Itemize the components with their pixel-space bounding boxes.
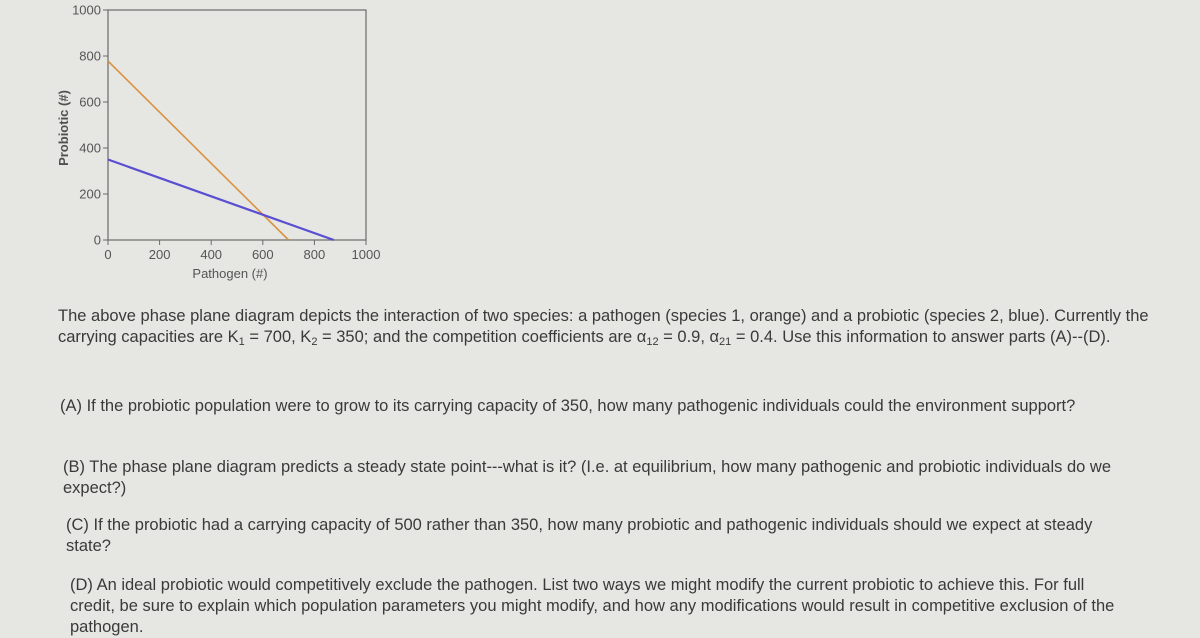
x-axis-label: Pathogen (#) [192, 266, 268, 281]
y-axis-ticks [72, 3, 108, 248]
phase-plane-chart [0, 0, 380, 290]
y-tick-label: 400 [79, 140, 101, 156]
x-tick-label: 600 [251, 247, 274, 262]
question-c: (C) If the probiotic had a carrying capacity of 500 rather than 350, how many probiotic and pathogenic individuals should we expect at steady state? [66, 516, 1093, 555]
probiotic-isocline-line [108, 160, 334, 241]
intro-text-2: = 700, K [244, 328, 312, 346]
intro-text-1: The above phase plane diagram depicts the interaction of two species: a pathogen (species 1, orange) and a probiotic (species 2, blue). Currently the carrying capacities are K [58, 307, 1149, 346]
y-axis-label: Probiotic (#) [56, 90, 71, 166]
intro-text-5: = 0.4. Use this information to answer parts (A)--(D). [731, 328, 1111, 346]
y-tick-label: 200 [79, 186, 101, 202]
x-tick-label: 400 [200, 247, 223, 262]
x-tick-label: 200 [148, 247, 171, 262]
k1-subscript: 1 [238, 336, 245, 348]
y-tick-label: 800 [79, 48, 101, 64]
intro-text-3: = 350; and the competition coefficients are α [317, 328, 647, 346]
intro-paragraph [58, 306, 1168, 348]
x-tick-label: 0 [104, 247, 112, 262]
y-tick-label: 600 [79, 94, 101, 110]
x-tick-label: 800 [303, 247, 326, 262]
question-d: (D) An ideal probiotic would competitively exclude the pathogen. List two ways we might modify the current probiotic to achieve this. For full credit, be sure to explain which population parameters you might modify, and how any modifications would result in competitive exclusion of the pathogen. [70, 576, 1115, 636]
y-tick-label: 1000 [72, 2, 101, 18]
x-axis-ticks [104, 240, 380, 262]
question-b: (B) The phase plane diagram predicts a steady state point---what is it? (I.e. at equilibrium, how many pathogenic and probiotic individuals do we expect?) [63, 458, 1112, 497]
alpha21-subscript: 21 [719, 336, 732, 348]
intro-text-4: = 0.9, α [658, 328, 720, 346]
alpha12-subscript: 12 [646, 336, 659, 348]
x-tick-label: 1000 [351, 247, 380, 262]
question-a: (A) If the probiotic population were to grow to its carrying capacity of 350, how many pathogenic individuals could the environment support? [60, 397, 1076, 415]
k2-subscript: 2 [311, 336, 318, 348]
y-tick-label: 0 [93, 232, 101, 248]
series-layer [108, 61, 334, 240]
